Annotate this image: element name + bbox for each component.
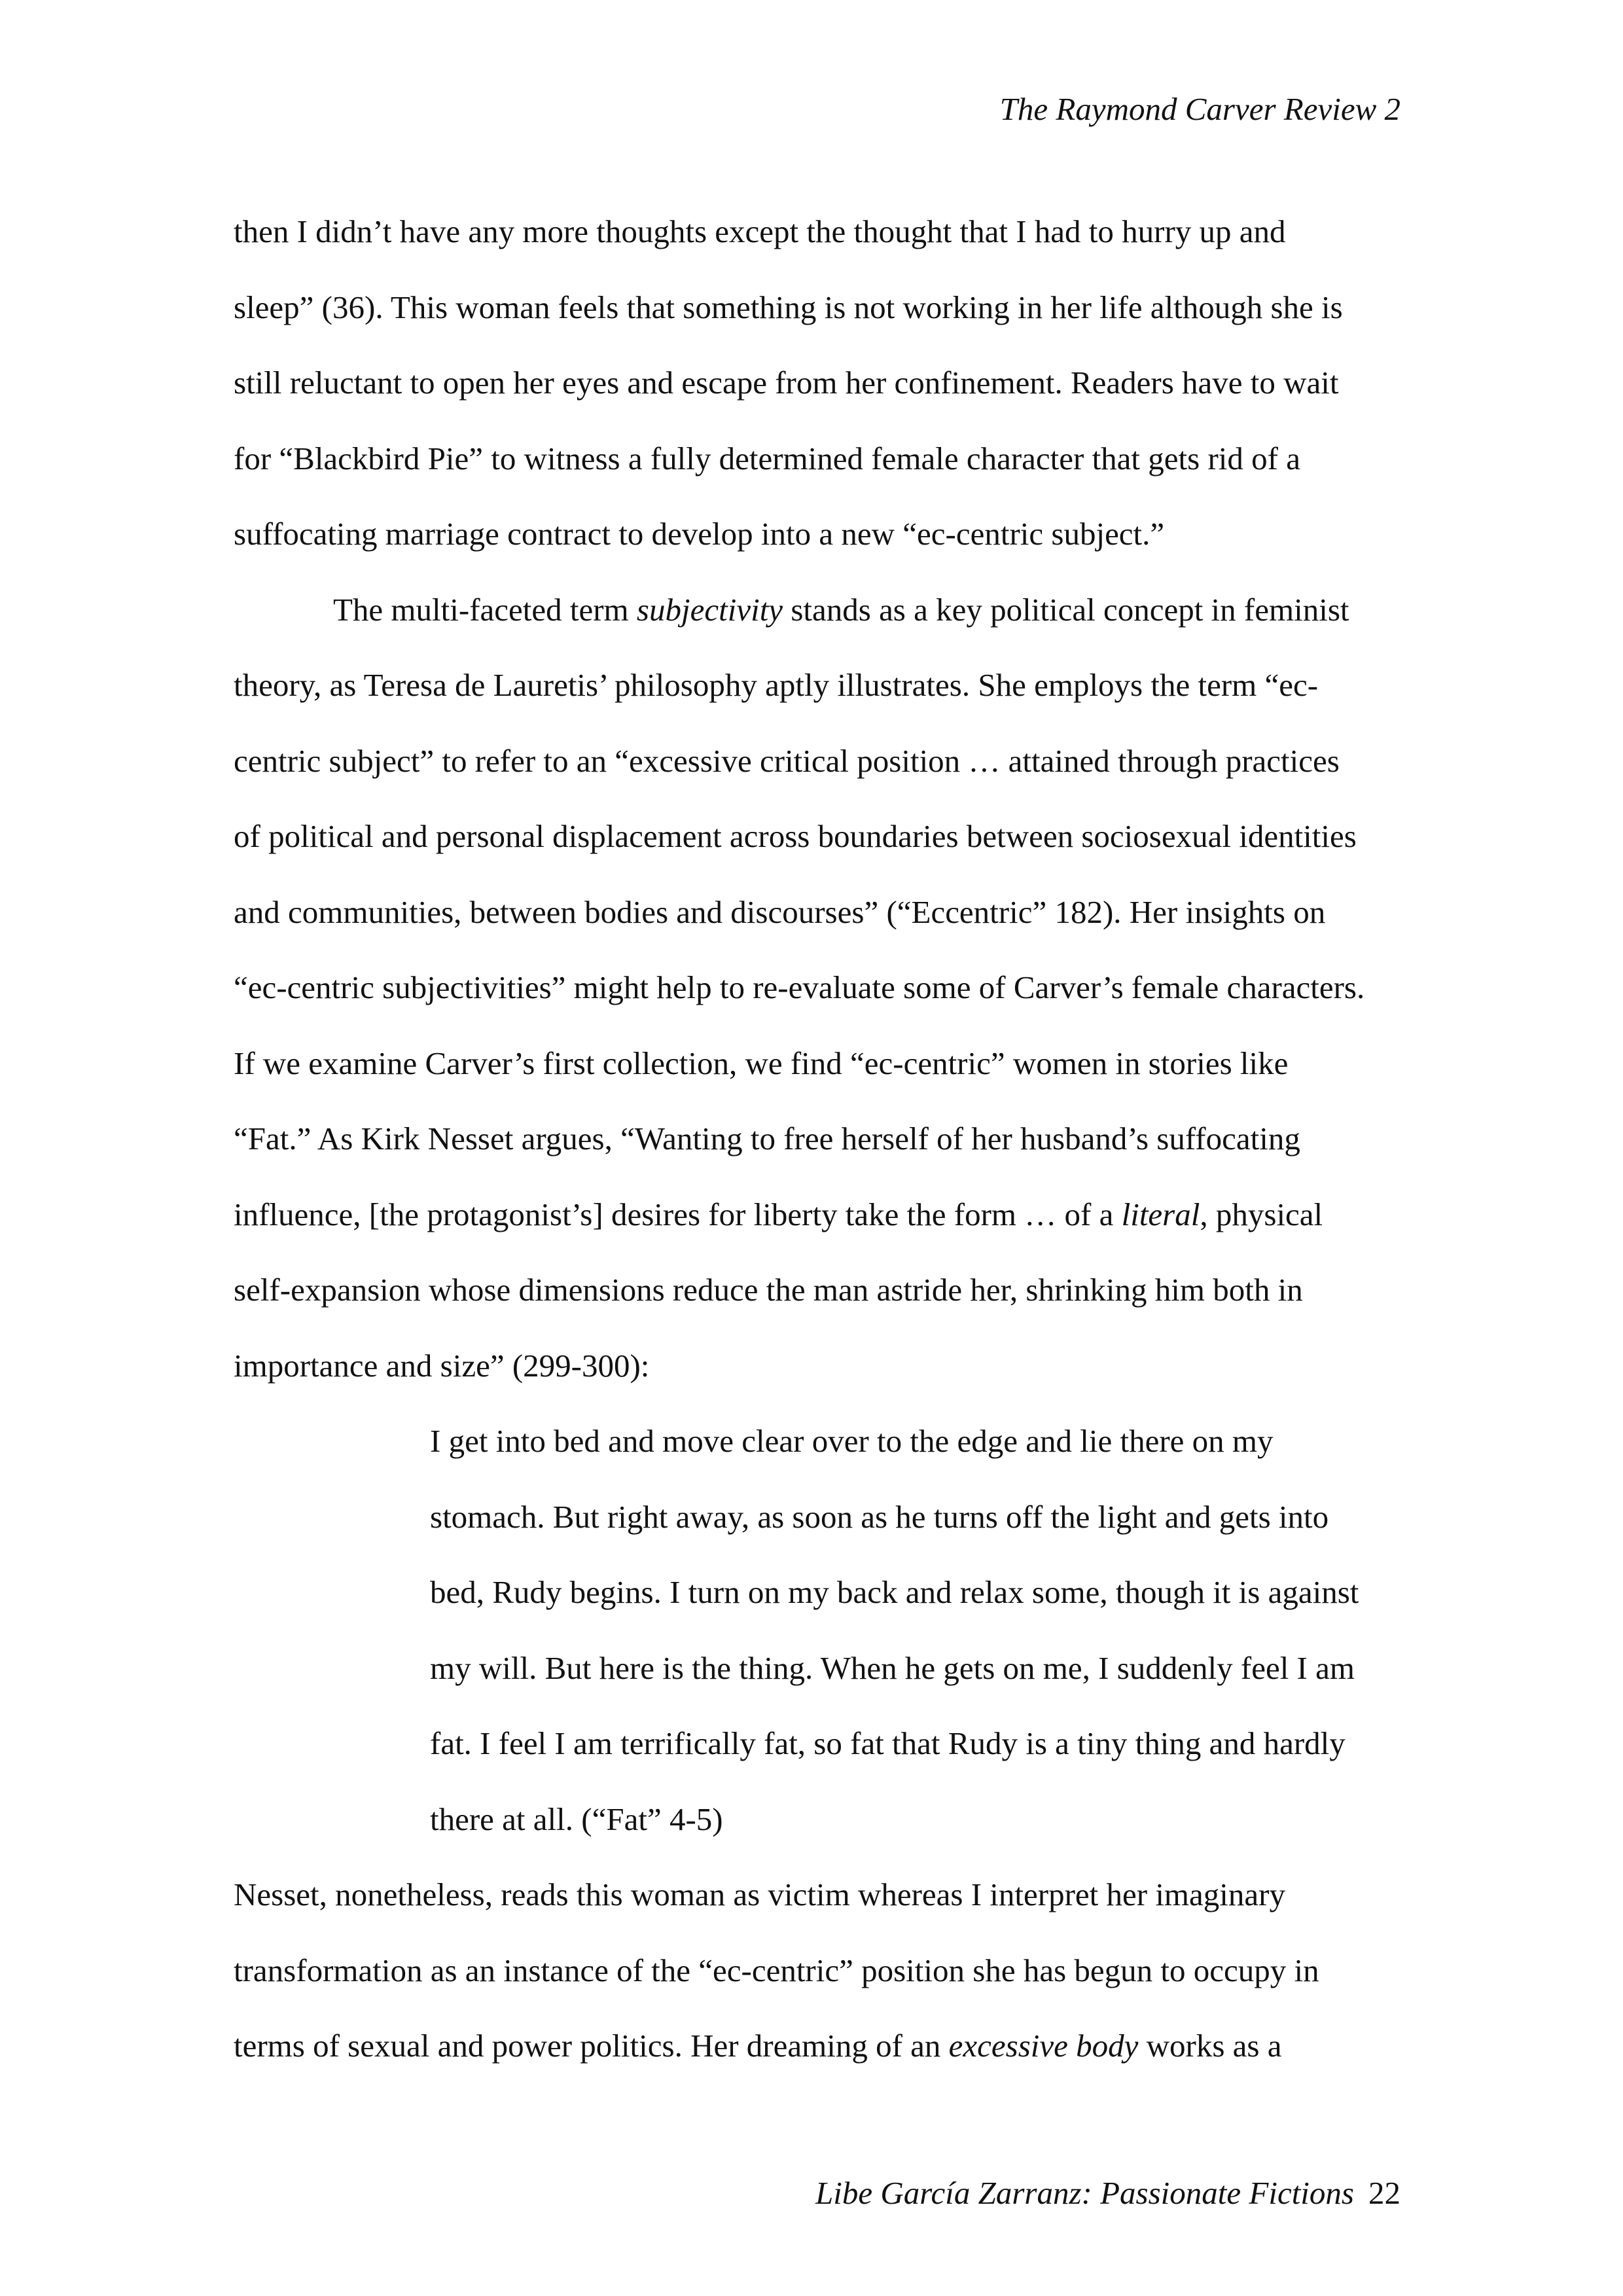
footer-journal-title: Libe García Zarranz: Passionate Fictions: [815, 2175, 1354, 2211]
page-footer: [815, 2177, 1400, 2209]
text-line: and communities, between bodies and discourses” (“Eccentric” 182). Her insights on: [234, 893, 1326, 930]
text-span: The multi-faceted term: [333, 591, 637, 628]
running-head: The Raymond Carver Review 2: [999, 91, 1400, 127]
text-span: , physical: [1200, 1196, 1323, 1232]
paragraph: [234, 1857, 1399, 2084]
quote-line: I get into bed and move clear over to the edge and lie there on my: [430, 1423, 1274, 1459]
text-line: Nesset, nonetheless, reads this woman as victim whereas I interpret her imaginary: [234, 1876, 1285, 1912]
page-number: 22: [1368, 2175, 1400, 2211]
text-span: terms of sexual and power politics. Her dreaming of an: [234, 2028, 949, 2064]
text-line: transformation as an instance of the “ec-centric” position she has begun to occupy in: [234, 1952, 1319, 1988]
text-line: [234, 1177, 1399, 1253]
text-line: centric subject” to refer to an “excessive critical position … attained through practices: [234, 742, 1340, 779]
text-line: then I didn’t have any more thoughts except the thought that I had to hurry up and: [234, 213, 1286, 249]
quote-line: my will. But here is the thing. When he gets on me, I suddenly feel I am: [430, 1649, 1355, 1686]
text-span: stands as a key political concept in feminist: [783, 591, 1349, 628]
text-span: works as a: [1138, 2028, 1282, 2064]
text-span: influence, [the protagonist’s] desires for liberty take the form … of a: [234, 1196, 1122, 1232]
text-line: of political and personal displacement across boundaries between sociosexual identities: [234, 818, 1357, 854]
emphasis: literal: [1121, 1196, 1200, 1232]
paragraph: [234, 572, 1399, 1404]
text-line: “Fat.” As Kirk Nesset argues, “Wanting to free herself of her husband’s suffocating: [234, 1121, 1300, 1157]
block-quote: [234, 1403, 1399, 1857]
text-line: importance and size” (299-300):: [234, 1347, 650, 1384]
text-line: theory, as Teresa de Lauretis’ philosophy aptly illustrates. She employs the term “ec-: [234, 667, 1319, 703]
text-line: self-expansion whose dimensions reduce the man astride her, shrinking him both in: [234, 1272, 1303, 1308]
paragraph: [234, 194, 1399, 572]
quote-line: bed, Rudy begins. I turn on my back and relax some, though it is against: [430, 1574, 1359, 1610]
text-line: If we examine Carver’s first collection, we find “ec-centric” women in stories like: [234, 1045, 1289, 1081]
text-line: “ec-centric subjectivities” might help to re-evaluate some of Carver’s female characters.: [234, 969, 1365, 1005]
text-line: [234, 2008, 1399, 2084]
quote-line: fat. I feel I am terrifically fat, so fat that Rudy is a tiny thing and hardly: [430, 1725, 1346, 1761]
text-line: [234, 572, 1399, 648]
emphasis: excessive body: [948, 2028, 1139, 2064]
text-line: suffocating marriage contract to develop into a new “ec-centric subject.”: [234, 516, 1165, 552]
text-line: still reluctant to open her eyes and escape from her confinement. Readers have to wait: [234, 365, 1339, 401]
article-body: [234, 194, 1399, 2084]
quote-line: stomach. But right away, as soon as he turns off the light and gets into: [430, 1498, 1329, 1535]
emphasis: subjectivity: [636, 591, 783, 628]
text-line: for “Blackbird Pie” to witness a fully determined female character that gets rid of a: [234, 440, 1300, 476]
quote-line: there at all. (“Fat” 4-5): [430, 1801, 723, 1837]
text-line: sleep” (36). This woman feels that something is not working in her life although she is: [234, 289, 1343, 325]
